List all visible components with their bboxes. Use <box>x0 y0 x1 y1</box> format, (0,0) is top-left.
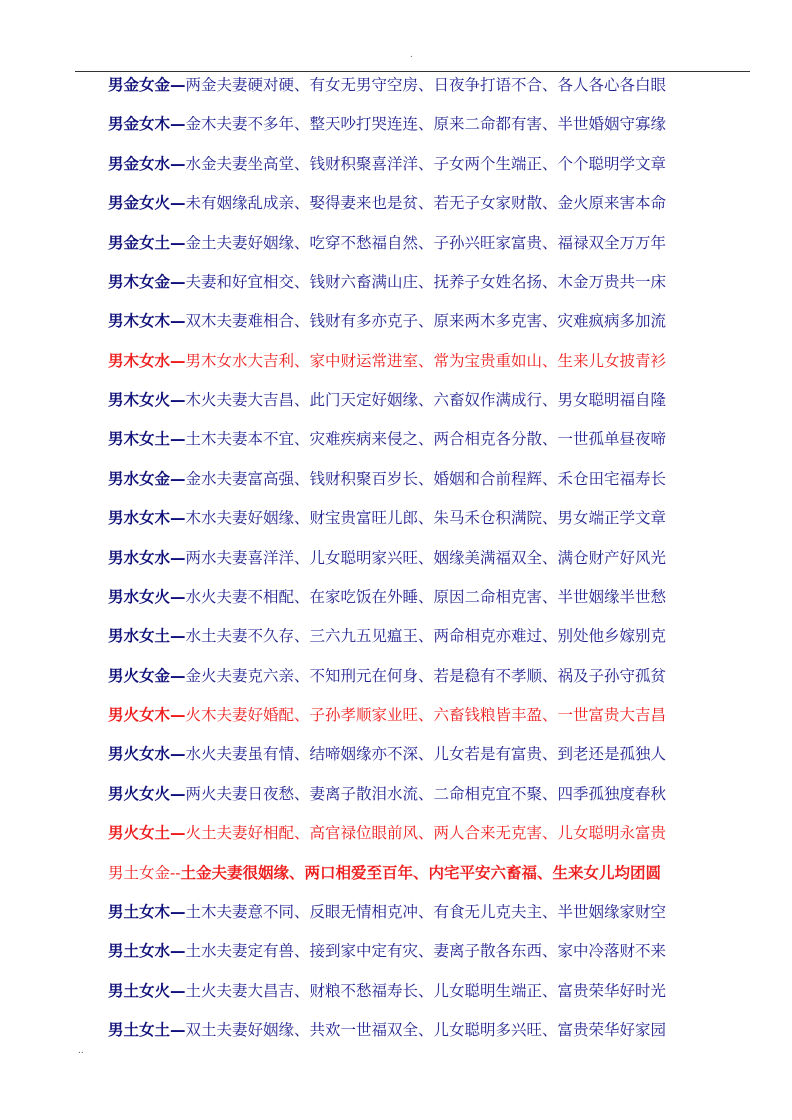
line-3 <box>108 153 708 192</box>
pair-text: 男木女水大吉利、家中财运常进室、常为宝贵重如山、生来儿女披青衫 <box>185 351 667 370</box>
pair-text: 金土夫妻好姻缘、吃穿不愁福自然、子孙兴旺家富贵、福禄双全万万年 <box>185 233 667 252</box>
pair-text: 土水夫妻定有兽、接到家中定有灾、妻离子散各东西、家中冷落财不来 <box>185 942 667 961</box>
pair-text: 夫妻和好宜相交、钱财六畜满山庄、抚养子女姓名扬、木金万贵共一床 <box>185 272 667 291</box>
pair-text: 两水夫妻喜洋洋、儿女聪明家兴旺、姻缘美满福双全、满仓财产好风光 <box>185 548 667 567</box>
header-mark: . <box>410 50 413 60</box>
pair-key: 男土女木— <box>108 902 186 921</box>
pair-text: 金木夫妻不多年、整天吵打哭连连、原来二命都有害、半世婚姻守寡缘 <box>185 115 667 134</box>
pair-key: 男水女金— <box>108 469 186 488</box>
line-1 <box>108 74 708 113</box>
line-21 <box>108 862 708 901</box>
pair-key: 男木女水— <box>108 351 186 370</box>
line-20 <box>108 822 708 861</box>
pair-key: 男金女木— <box>108 115 186 134</box>
pair-key: 男金女金— <box>108 76 186 94</box>
pair-text: 两金夫妻硬对硬、有女无男守空房、日夜争打语不合、各人各心各白眼 <box>185 76 667 94</box>
pair-text: 火木夫妻好婚配、子孙孝顺家业旺、六畜钱粮皆丰盈、一世富贵大吉昌 <box>185 706 667 724</box>
pair-key: 男火女火— <box>108 784 186 803</box>
line-10 <box>108 428 708 467</box>
line-2 <box>108 113 708 152</box>
pair-key: 男水女水— <box>108 548 186 567</box>
pair-text: 水金夫妻坐高堂、钱财积聚喜洋洋、子女两个生端正、个个聪明学文章 <box>185 154 667 173</box>
pair-key: 男木女土— <box>108 430 186 449</box>
pair-key: 男水女火— <box>108 587 186 606</box>
line-8 <box>108 350 708 389</box>
pair-text: 木火夫妻大吉昌、此门天定好姻缘、六畜奴作满成行、男女聪明福自隆 <box>185 391 667 409</box>
line-25 <box>108 1019 708 1058</box>
line-12 <box>108 507 708 546</box>
pair-key: 男火女木— <box>108 706 186 724</box>
pair-text: 两火夫妻日夜愁、妻离子散泪水流、二命相克宜不聚、四季孤独度春秋 <box>185 784 667 803</box>
line-6 <box>108 271 708 310</box>
line-22 <box>108 901 708 940</box>
line-16 <box>108 665 708 704</box>
line-4 <box>108 192 708 231</box>
pair-key: 男金女火— <box>108 194 186 213</box>
line-24 <box>108 980 708 1019</box>
pair-text: 木水夫妻好姻缘、财宝贵富旺儿郎、朱马禾仓积满院、男女端正学文章 <box>185 509 667 528</box>
line-5 <box>108 232 708 271</box>
pair-key: 男金女土— <box>108 233 186 252</box>
pair-text: 水火夫妻不相配、在家吃饭在外睡、原因二命相克害、半世姻缘半世愁 <box>185 587 667 606</box>
line-19 <box>108 783 708 822</box>
pair-key: 男木女金— <box>108 272 186 291</box>
line-18 <box>108 743 708 782</box>
pair-text: 水火夫妻虽有情、结啼姻缘亦不深、儿女若是有富贵、到老还是孤独人 <box>185 745 667 764</box>
line-11 <box>108 468 708 507</box>
pair-text: 火土夫妻好相配、高官禄位眼前风、两人合来无克害、儿女聪明永富贵 <box>185 824 667 843</box>
line-13 <box>108 547 708 586</box>
compatibility-list <box>108 74 708 1058</box>
pair-key: 男水女土— <box>108 627 186 646</box>
pair-text: 双土夫妻好姻缘、共欢一世福双全、儿女聪明多兴旺、富贵荣华好家园 <box>185 1021 667 1039</box>
line-14 <box>108 586 708 625</box>
pair-key: 男木女木— <box>108 312 186 331</box>
pair-key: 男土女金-- <box>108 863 181 882</box>
header-rule <box>75 71 750 72</box>
pair-key: 男火女土— <box>108 824 186 843</box>
pair-text: 金水夫妻富高强、钱财积聚百岁长、婚姻和合前程辉、禾仓田宅福寿长 <box>185 469 667 488</box>
pair-key: 男水女木— <box>108 509 186 528</box>
pair-text: 双木夫妻难相合、钱财有多亦克子、原来两木多克害、灾难疯病多加流 <box>185 312 667 331</box>
line-15 <box>108 625 708 664</box>
pair-key: 男土女火— <box>108 981 186 1000</box>
pair-key: 男火女水— <box>108 745 186 764</box>
pair-text: 土金夫妻很姻缘、两口相爱至百年、内宅平安六畜福、生来女儿均团圆 <box>180 863 661 882</box>
line-23 <box>108 940 708 979</box>
line-17 <box>108 704 708 743</box>
pair-key: 男土女土— <box>108 1021 186 1039</box>
pair-text: 金火夫妻克六亲、不知刑元在何身、若是稳有不孝顺、祸及子孙守孤贫 <box>185 666 667 685</box>
pair-key: 男金女水— <box>108 154 186 173</box>
pair-text: 水土夫妻不久存、三六九五见瘟王、两命相克亦难过、别处他乡嫁别克 <box>185 627 667 646</box>
pair-text: 未有姻缘乱成亲、娶得妻来也是贫、若无子女家财散、金火原来害本命 <box>185 194 667 213</box>
line-9 <box>108 389 708 428</box>
line-7 <box>108 310 708 349</box>
pair-key: 男木女火— <box>108 391 186 409</box>
pair-text: 土木夫妻意不同、反眼无情相克冲、有食无儿克夫主、半世姻缘家财空 <box>185 902 667 921</box>
pair-key: 男火女金— <box>108 666 186 685</box>
pair-key: 男土女水— <box>108 942 186 961</box>
pair-text: 土木夫妻本不宜、灾难疾病来侵之、两合相克各分散、一世孤单昼夜啼 <box>185 430 667 449</box>
pair-text: 土火夫妻大昌吉、财粮不愁福寿长、儿女聪明生端正、富贵荣华好时光 <box>185 981 667 1000</box>
footer-mark: .. <box>78 1046 84 1056</box>
